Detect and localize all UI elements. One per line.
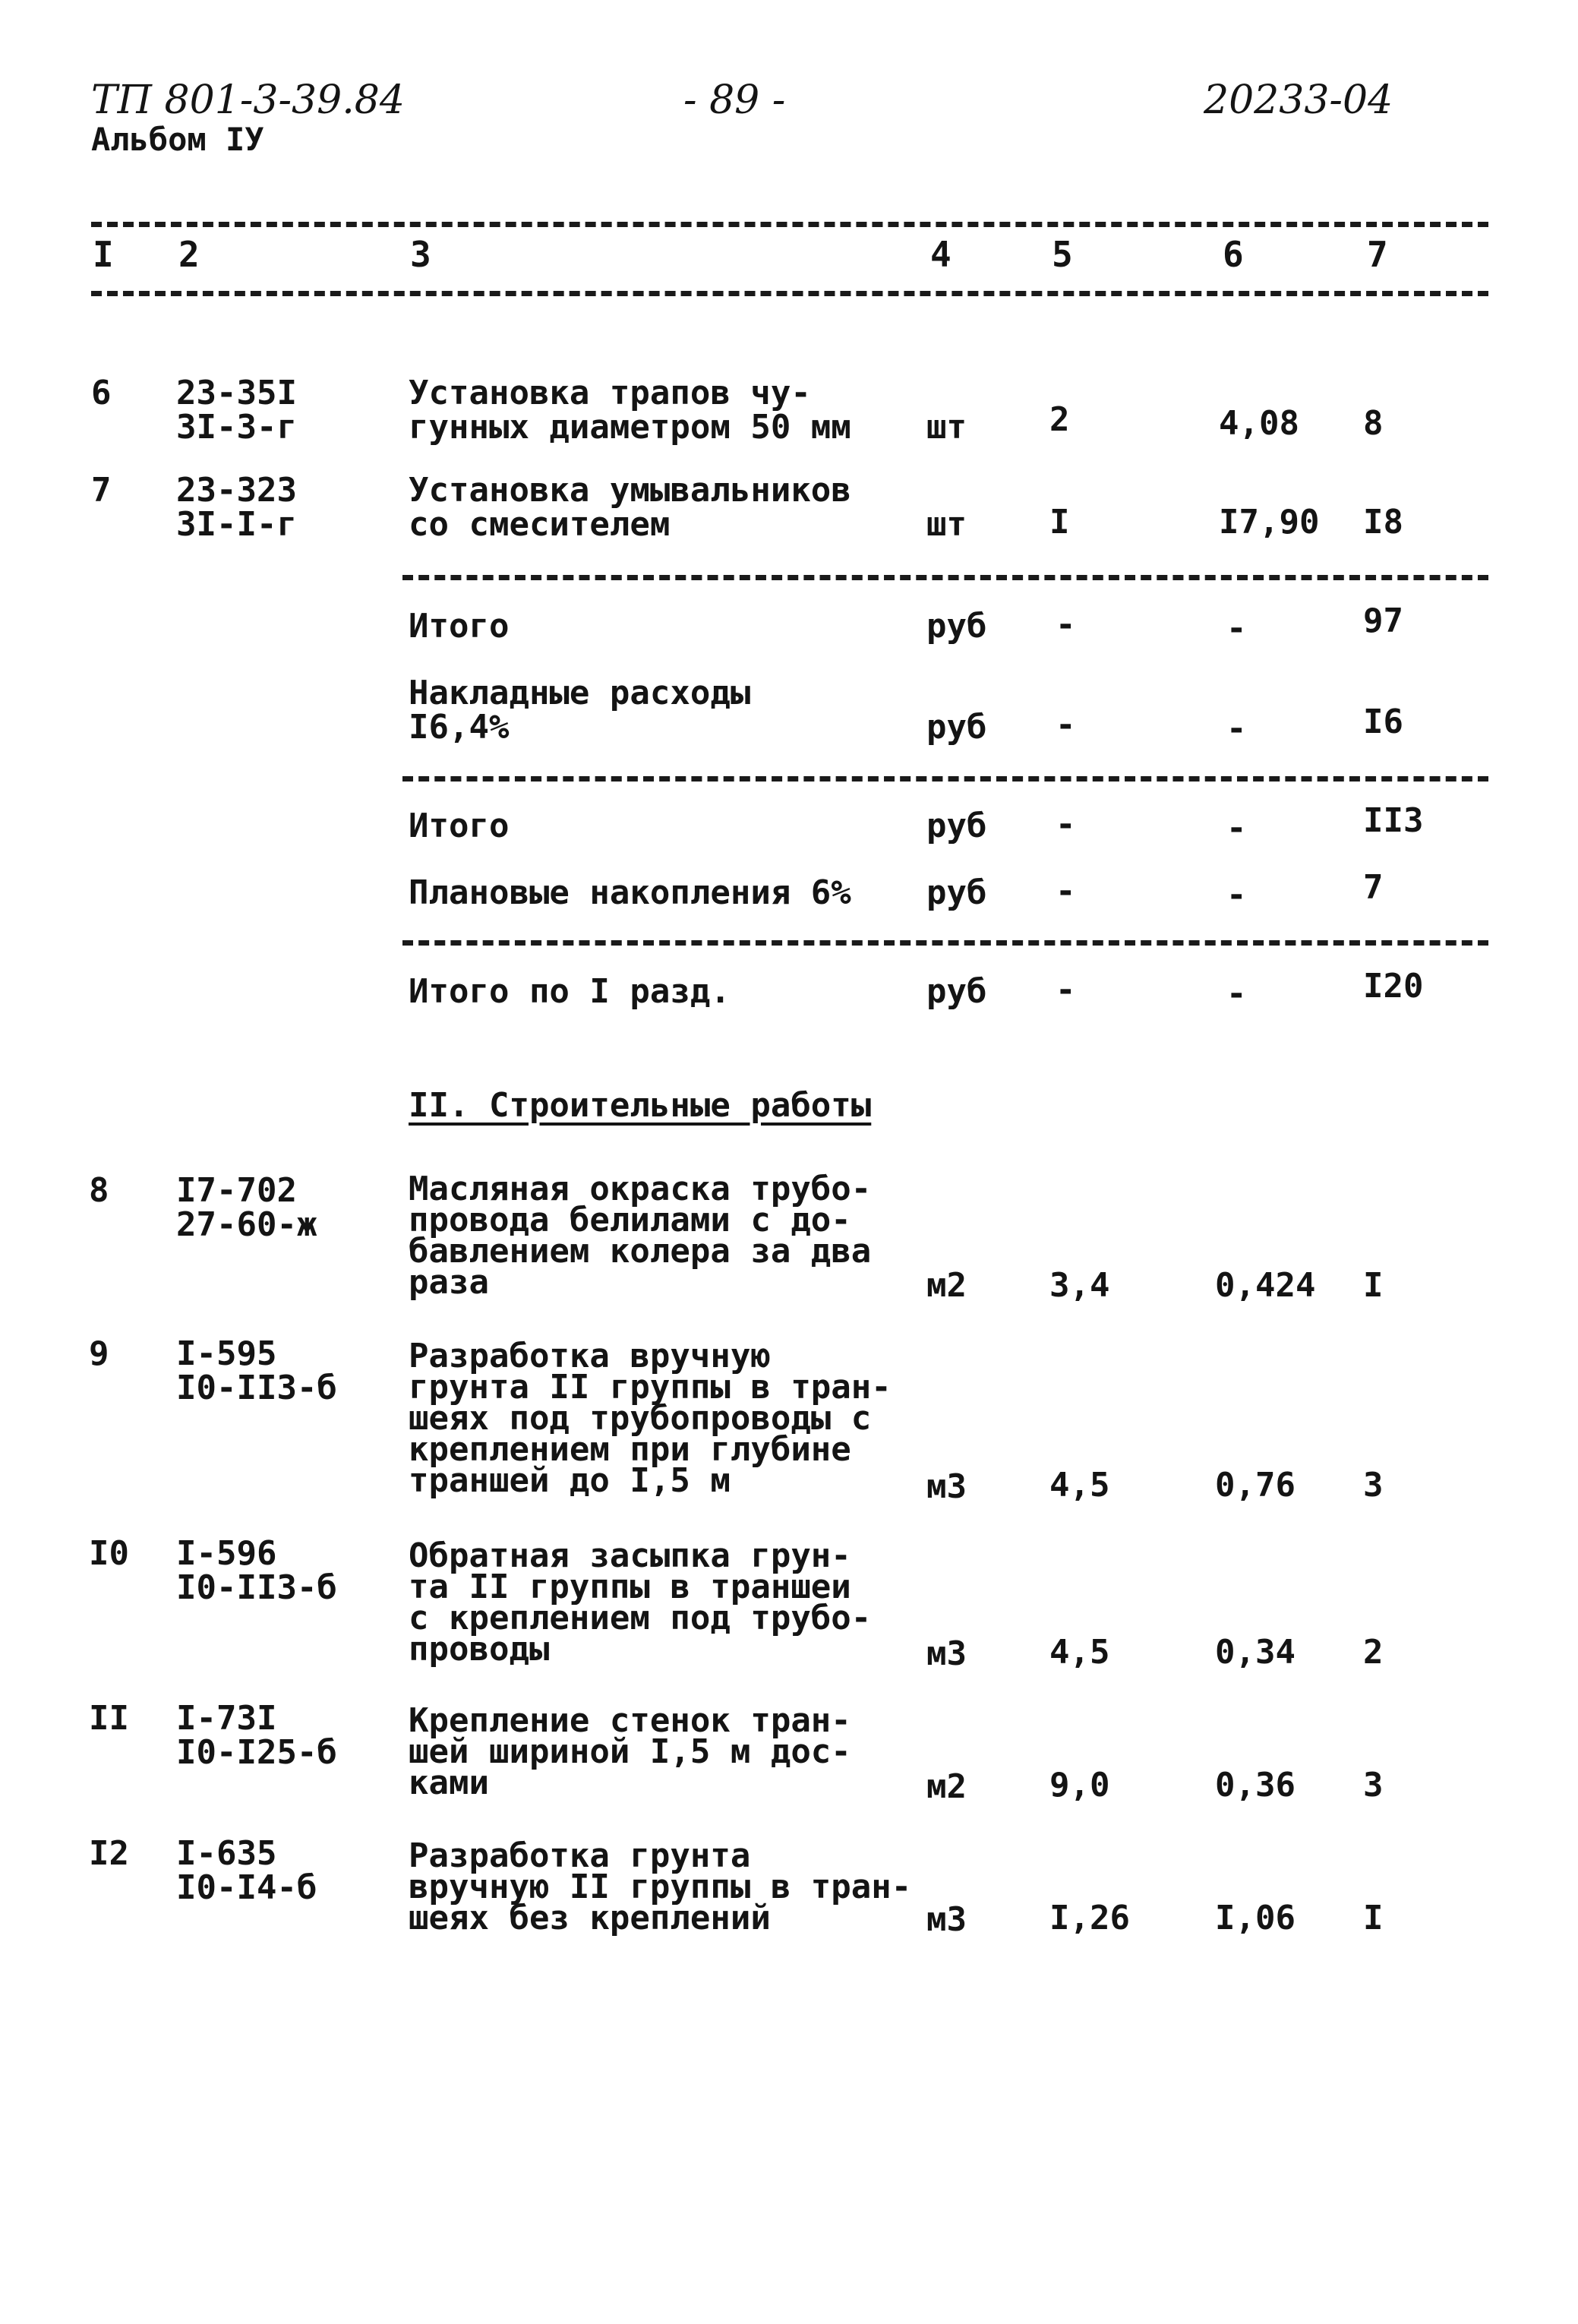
- total: 2: [1363, 1633, 1384, 1672]
- unit-price: -: [1226, 709, 1247, 748]
- quantity: 3,4: [1049, 1266, 1110, 1305]
- rate-code-secondary: I0-II3-б: [176, 1369, 337, 1407]
- rate-code-secondary: I0-I4-б: [176, 1868, 317, 1907]
- unit-price: I,06: [1215, 1899, 1296, 1937]
- quantity: I: [1049, 503, 1070, 542]
- column-header: 5: [1052, 234, 1073, 275]
- row-number: I0: [89, 1534, 129, 1573]
- row-number: 7: [91, 471, 112, 510]
- subtotal-rule: [402, 940, 1488, 946]
- total: 3: [1363, 1466, 1384, 1505]
- unit-price: -: [1226, 609, 1247, 648]
- rate-code-secondary: I0-I25-б: [176, 1733, 337, 1772]
- total: 8: [1363, 404, 1384, 443]
- album-label: Альбом IУ: [91, 121, 264, 158]
- unit: м3: [926, 1634, 967, 1673]
- unit-price: I7,90: [1219, 503, 1320, 542]
- row-number: 6: [91, 374, 112, 412]
- summary-label: Плановые накопления 6%: [409, 873, 851, 912]
- unit: руб: [926, 873, 987, 912]
- work-description: Крепление стенок тран- шей шириной I,5 м дос- ками: [409, 1701, 851, 1802]
- section-title: II. Строительные работы: [409, 1086, 872, 1125]
- rate-code: 23-323: [176, 471, 297, 510]
- total: I8: [1363, 503, 1403, 542]
- work-description: Масляная окраска трубо- провода белилами с до- бавлением колера за два раза: [409, 1170, 872, 1302]
- unit: руб: [926, 807, 987, 845]
- unit-price: -: [1226, 974, 1247, 1013]
- total: I: [1363, 1899, 1384, 1937]
- rate-code: I-595: [176, 1334, 277, 1373]
- rate-code: 23-35I: [176, 374, 297, 412]
- header-bottom-rule: [91, 291, 1488, 296]
- work-description: Обратная засыпка грун- та II группы в траншеи с креплением под трубо- проводы: [409, 1536, 872, 1669]
- column-header: 7: [1367, 234, 1388, 275]
- quantity: 4,5: [1049, 1633, 1110, 1672]
- subtotal-rule: [402, 575, 1488, 580]
- unit-price: -: [1226, 809, 1247, 848]
- unit: м2: [926, 1266, 967, 1305]
- rate-code: I7-702: [176, 1171, 297, 1210]
- rate-code-secondary: 3I-3-г: [176, 408, 297, 447]
- row-number: 8: [89, 1171, 109, 1210]
- quantity: -: [1056, 971, 1076, 1009]
- quantity: -: [1056, 872, 1076, 911]
- row-number: I2: [89, 1834, 129, 1873]
- column-header: 3: [410, 234, 431, 275]
- total: 97: [1363, 602, 1403, 640]
- work-description: Разработка грунта вручную II группы в тран- шеях без креплений: [409, 1836, 912, 1937]
- column-header: 4: [930, 234, 952, 275]
- rate-code: I-596: [176, 1534, 277, 1573]
- rate-code-secondary: I0-II3-б: [176, 1568, 337, 1607]
- unit-price: 0,424: [1215, 1266, 1316, 1305]
- summary-label: Итого: [409, 807, 510, 845]
- summary-label: Накладные расходы I6,4%: [409, 674, 751, 747]
- quantity: 2: [1049, 400, 1070, 439]
- total: I: [1363, 1266, 1384, 1305]
- unit: м3: [926, 1900, 967, 1939]
- subtotal-rule: [402, 776, 1488, 782]
- column-header: 6: [1223, 234, 1244, 275]
- quantity: 4,5: [1049, 1466, 1110, 1505]
- work-description: Разработка вручную грунта II группы в тран- шеях под трубопроводы с креплением при глубине траншей до I,5 м: [409, 1337, 892, 1500]
- summary-label: Итого: [409, 607, 510, 646]
- quantity: 9,0: [1049, 1766, 1110, 1805]
- quantity: -: [1056, 605, 1076, 644]
- rate-code: I-73I: [176, 1699, 277, 1738]
- header-top-rule: [91, 222, 1488, 227]
- row-number: 9: [89, 1334, 109, 1373]
- unit: м3: [926, 1467, 967, 1506]
- work-description: Установка умывальников со смесителем: [409, 471, 851, 544]
- rate-code-secondary: 3I-I-г: [176, 505, 297, 544]
- quantity: I,26: [1049, 1899, 1130, 1937]
- sheet-code: 20233-04: [1204, 77, 1393, 123]
- unit-price: 0,36: [1215, 1766, 1296, 1805]
- unit: руб: [926, 972, 987, 1011]
- rate-code-secondary: 27-60-ж: [176, 1205, 317, 1244]
- column-header: 2: [178, 234, 200, 275]
- rate-code: I-635: [176, 1834, 277, 1873]
- column-header: I: [93, 234, 114, 275]
- row-number: II: [89, 1699, 129, 1738]
- total: I6: [1363, 703, 1403, 741]
- work-description: Установка трапов чу- гунных диаметром 50 мм: [409, 374, 851, 447]
- total: 7: [1363, 868, 1384, 907]
- quantity: -: [1056, 706, 1076, 744]
- unit: м2: [926, 1767, 967, 1806]
- document-code: ТП 801-3-39.84: [91, 77, 405, 123]
- unit: шт: [926, 408, 967, 447]
- summary-label: Итого по I разд.: [409, 972, 731, 1011]
- unit: руб: [926, 708, 987, 747]
- unit-price: 0,34: [1215, 1633, 1296, 1672]
- total: 3: [1363, 1766, 1384, 1805]
- quantity: -: [1056, 805, 1076, 844]
- unit: руб: [926, 607, 987, 646]
- unit-price: 0,76: [1215, 1466, 1296, 1505]
- unit-price: -: [1226, 876, 1247, 914]
- unit: шт: [926, 505, 967, 544]
- unit-price: 4,08: [1219, 404, 1299, 443]
- total: I20: [1363, 967, 1424, 1006]
- total: II3: [1363, 801, 1424, 840]
- page-number: - 89 -: [683, 77, 786, 123]
